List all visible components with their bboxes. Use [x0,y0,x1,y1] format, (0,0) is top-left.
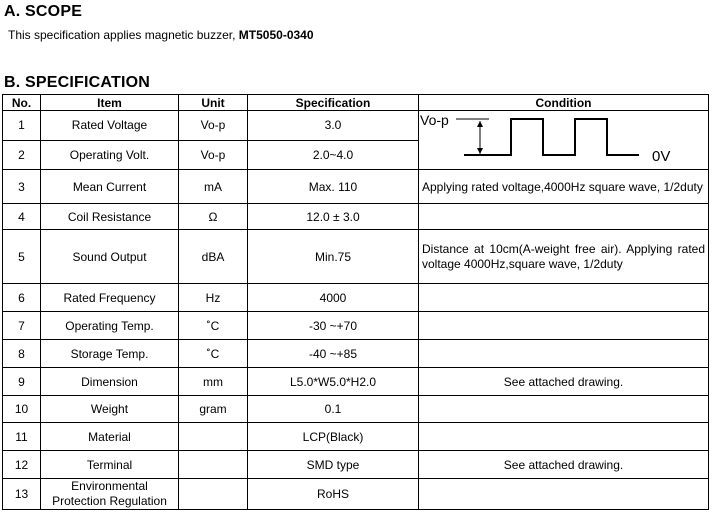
table-row [3,423,709,451]
table-row [3,396,709,423]
cell-spec: RoHS [248,479,419,510]
cell-unit: mA [179,170,248,204]
cell-no: 12 [3,451,41,479]
cell-spec: 12.0 ± 3.0 [248,204,419,230]
waveform-top-label: Vo-p [420,112,449,128]
cell-item: Weight [41,396,179,423]
cell-condition [419,479,709,510]
cell-no: 8 [3,340,41,368]
table-row [3,451,709,479]
amplitude-arrow-down [477,148,483,154]
cell-item: Material [41,423,179,451]
cell-unit: gram [179,396,248,423]
specification-heading: B. SPECIFICATION [4,74,151,91]
table-header-row [3,95,709,111]
waveform-bottom-label: 0V [652,148,671,165]
cell-unit: Vo-p [179,111,248,141]
cell-unit: dBA [179,230,248,284]
cell-spec: 2.0~4.0 [248,140,419,170]
cell-no: 7 [3,312,41,340]
cell-no: 2 [3,140,41,170]
cell-spec: Min.75 [248,230,419,284]
cell-condition: See attached drawing. [419,368,709,396]
table-row [3,204,709,230]
cell-unit: Ω [179,204,248,230]
cell-spec: L5.0*W5.0*H2.0 [248,368,419,396]
cell-item: Storage Temp. [41,340,179,368]
header-specification: Specification [248,95,419,111]
table-row [3,479,709,510]
cell-spec: -30 ~+70 [248,312,419,340]
header-no: No. [3,95,41,111]
cell-condition [419,340,709,368]
cell-no: 5 [3,230,41,284]
table-row [3,284,709,312]
scope-heading: A. SCOPE [4,3,83,20]
cell-no: 4 [3,204,41,230]
cell-spec: LCP(Black) [248,423,419,451]
cell-no: 1 [3,111,41,141]
cell-spec: 3.0 [248,111,419,141]
cell-no: 9 [3,368,41,396]
cell-no: 3 [3,170,41,204]
model-number: MT5050-0340 [238,28,314,42]
scope-text-prefix: This specification applies magnetic buzzer, [8,28,239,42]
cell-condition [419,423,709,451]
cell-unit [179,423,248,451]
cell-unit: Hz [179,284,248,312]
cell-spec: Max. 110 [248,170,419,204]
header-item: Item [41,95,179,111]
specification-table [2,94,709,510]
table-row [3,312,709,340]
cell-item: Dimension [41,368,179,396]
table-row [3,111,709,141]
cell-item: Operating Volt. [41,140,179,170]
condition-text: Applying rated voltage,4000Hz square wave, 1/2duty [422,179,703,194]
cell-condition [419,312,709,340]
cell-spec: 4000 [248,284,419,312]
square-wave-trace [464,119,639,155]
cell-item: Rated Voltage [41,111,179,141]
cell-item: Coil Resistance [41,204,179,230]
cell-item: Environmental Protection Regulation [41,479,179,510]
cell-condition [419,396,709,423]
cell-item: Rated Frequency [41,284,179,312]
cell-condition: See attached drawing. [419,451,709,479]
cell-unit: ˚C [179,312,248,340]
cell-spec: -40 ~+85 [248,340,419,368]
waveform-cell [419,111,709,170]
cell-item: Operating Temp. [41,312,179,340]
cell-unit: mm [179,368,248,396]
header-condition: Condition [419,95,709,111]
square-wave-diagram [419,111,707,169]
cell-unit: ˚C [179,340,248,368]
cell-unit: Vo-p [179,140,248,170]
table-row [3,170,709,204]
cell-spec: 0.1 [248,396,419,423]
scope-text [8,28,314,42]
cell-no: 11 [3,423,41,451]
cell-condition [419,170,709,204]
cell-item: Mean Current [41,170,179,204]
cell-condition [419,230,709,284]
header-unit: Unit [179,95,248,111]
table-row [3,368,709,396]
table-row [3,230,709,284]
cell-item: Terminal [41,451,179,479]
cell-no: 6 [3,284,41,312]
cell-no: 10 [3,396,41,423]
cell-condition [419,284,709,312]
cell-condition [419,204,709,230]
cell-unit [179,451,248,479]
table-row [3,340,709,368]
cell-spec: SMD type [248,451,419,479]
condition-text: Distance at 10cm(A-weight free air). Applying rated voltage 4000Hz,square wave, 1/2duty [422,241,705,271]
cell-item: Sound Output [41,230,179,284]
cell-no: 13 [3,479,41,510]
cell-unit [179,479,248,510]
amplitude-arrow-up [477,121,483,127]
